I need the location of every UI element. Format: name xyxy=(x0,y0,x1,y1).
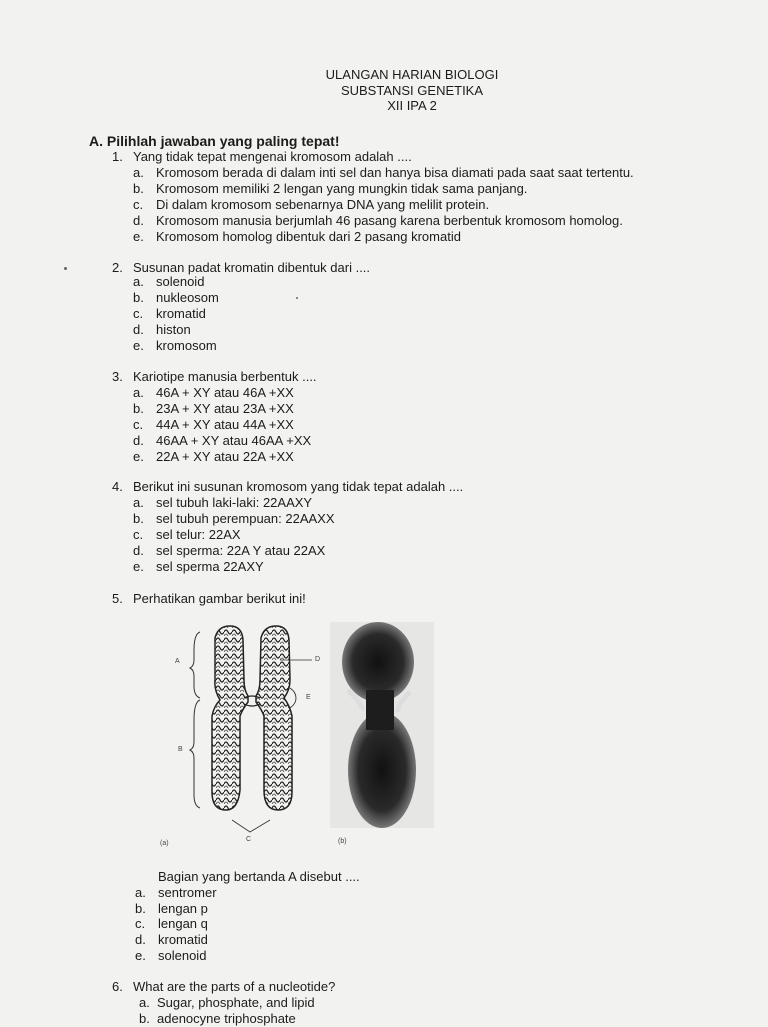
question-number: 3. xyxy=(112,369,123,384)
option-text: sel telur: 22AX xyxy=(156,526,241,542)
option-d[interactable] xyxy=(133,543,335,559)
figure-label-e: E xyxy=(306,694,311,701)
option-letter: b. xyxy=(135,900,146,916)
option-e[interactable] xyxy=(133,449,311,465)
pointer-c xyxy=(232,820,270,832)
option-e[interactable] xyxy=(133,229,634,245)
option-letter: c. xyxy=(133,526,144,542)
option-letter: c. xyxy=(133,416,144,432)
scan-speck xyxy=(296,297,298,299)
question-5-prompt: Bagian yang bertanda A disebut .... xyxy=(158,869,360,884)
chromatid-right xyxy=(256,626,292,810)
option-c[interactable] xyxy=(133,527,335,543)
option-letter: a. xyxy=(133,385,144,400)
option-text: sel tubuh laki-laki: 22AAXY xyxy=(156,495,313,510)
option-c[interactable] xyxy=(133,417,311,433)
option-letter: e. xyxy=(133,558,144,574)
option-text: sentromer xyxy=(158,885,217,900)
option-b[interactable] xyxy=(139,1011,315,1027)
option-letter: b. xyxy=(133,180,144,196)
option-letter: b. xyxy=(139,1011,150,1027)
option-a[interactable] xyxy=(133,495,335,511)
option-letter: e. xyxy=(133,337,144,353)
option-b[interactable] xyxy=(135,901,217,917)
option-text: Kromosom homolog dibentuk dari 2 pasang kromatid xyxy=(156,228,461,244)
option-text: Kromosom manusia berjumlah 46 pasang karena berbentuk kromosom homolog. xyxy=(156,212,623,228)
bracket-b xyxy=(190,700,200,808)
option-text: Sugar, phosphate, and lipid xyxy=(157,995,315,1010)
figure-label-a: A xyxy=(175,658,180,665)
micrograph-centromere xyxy=(366,690,394,730)
option-a[interactable] xyxy=(135,885,217,901)
option-c[interactable] xyxy=(133,197,634,213)
option-text: 44A + XY atau 44A +XX xyxy=(156,416,294,432)
chromosome-figure xyxy=(160,620,450,855)
option-letter: c. xyxy=(133,196,144,212)
option-b[interactable] xyxy=(133,290,219,306)
option-text: 46A + XY atau 46A +XX xyxy=(156,385,294,400)
option-text: 23A + XY atau 23A +XX xyxy=(156,400,294,416)
option-letter: e. xyxy=(135,947,146,963)
question-1 xyxy=(112,149,412,165)
option-text: Kromosom berada di dalam inti sel dan hanya bisa diamati pada saat saat tertentu. xyxy=(156,165,634,180)
option-letter: b. xyxy=(133,289,144,305)
option-text: solenoid xyxy=(156,274,205,289)
option-letter: a. xyxy=(133,495,144,510)
option-text: kromatid xyxy=(158,932,208,948)
header-class: XII IPA 2 xyxy=(387,98,437,113)
figure-label-b: B xyxy=(178,746,183,753)
option-text: kromosom xyxy=(156,337,217,353)
question-text: Yang tidak tepat mengenai kromosom adalah .... xyxy=(133,149,412,164)
figure-caption-b: (b) xyxy=(338,838,347,845)
figure-label-c: C xyxy=(246,836,252,843)
question-5-options xyxy=(135,885,217,963)
option-e[interactable] xyxy=(135,948,217,964)
option-letter: e. xyxy=(133,228,144,244)
question-text: Berikut ini susunan kromosom yang tidak tepat adalah .... xyxy=(133,479,464,494)
header-subtitle: SUBSTANSI GENETIKA xyxy=(340,82,484,98)
option-text: sel sperma 22AXY xyxy=(156,558,264,574)
figure-caption-a: (a) xyxy=(160,840,169,847)
option-letter: e. xyxy=(133,448,144,464)
option-text: kromatid xyxy=(156,305,206,321)
option-d[interactable] xyxy=(133,433,311,449)
chromatid-left xyxy=(212,626,248,810)
figure-label-d: D xyxy=(315,656,321,663)
option-letter: a. xyxy=(133,165,144,180)
option-letter: d. xyxy=(133,542,144,558)
option-text: lengan q xyxy=(158,916,208,932)
scan-speck xyxy=(64,267,67,270)
question-4-options xyxy=(133,495,335,574)
question-5 xyxy=(112,591,306,607)
option-a[interactable] xyxy=(133,274,219,290)
option-text: Di dalam kromosom sebenarnya DNA yang melilit protein. xyxy=(156,196,490,212)
option-letter: a. xyxy=(133,274,144,289)
question-number: 2. xyxy=(112,260,123,275)
question-text: Susunan padat kromatin dibentuk dari .... xyxy=(133,260,371,275)
option-e[interactable] xyxy=(133,559,335,575)
option-text: nukleosom xyxy=(156,289,219,305)
option-b[interactable] xyxy=(133,511,335,527)
option-text: solenoid xyxy=(158,947,207,963)
option-d[interactable] xyxy=(133,213,634,229)
option-a[interactable] xyxy=(133,165,634,181)
bracket-e xyxy=(290,688,296,708)
option-text: 46AA + XY atau 46AA +XX xyxy=(156,432,312,448)
option-a[interactable] xyxy=(139,995,315,1011)
option-d[interactable] xyxy=(135,932,217,948)
option-letter: a. xyxy=(139,995,150,1010)
option-b[interactable] xyxy=(133,401,311,417)
option-letter: d. xyxy=(135,932,146,948)
option-letter: c. xyxy=(135,916,146,932)
option-letter: a. xyxy=(135,885,146,900)
question-3-options xyxy=(133,385,311,464)
question-6-options xyxy=(139,995,315,1027)
option-a[interactable] xyxy=(133,385,311,401)
question-4 xyxy=(112,479,463,495)
option-letter: b. xyxy=(133,510,144,526)
option-e[interactable] xyxy=(133,338,219,354)
option-text: 22A + XY atau 22A +XX xyxy=(156,448,294,464)
option-text: Kromosom memiliki 2 lengan yang mungkin tidak sama panjang. xyxy=(156,180,528,196)
option-letter: d. xyxy=(133,432,144,448)
question-number: 1. xyxy=(112,149,123,164)
question-number: 4. xyxy=(112,479,123,494)
option-text: sel sperma: 22A Y atau 22AX xyxy=(156,542,326,558)
question-1-options xyxy=(133,165,634,244)
header-title: ULANGAN HARIAN BIOLOGI xyxy=(325,67,499,82)
option-letter: d. xyxy=(133,321,144,337)
question-3 xyxy=(112,369,317,385)
option-text: lengan p xyxy=(158,900,208,916)
question-text: Kariotipe manusia berbentuk .... xyxy=(133,369,317,384)
option-letter: c. xyxy=(133,305,144,321)
option-letter: b. xyxy=(133,400,144,416)
bracket-a xyxy=(190,632,200,698)
header xyxy=(0,67,768,114)
section-title: A. Pilihlah jawaban yang paling tepat! xyxy=(89,133,340,149)
option-b[interactable] xyxy=(133,181,634,197)
option-c[interactable] xyxy=(133,306,219,322)
option-c[interactable] xyxy=(135,916,217,932)
option-text: sel tubuh perempuan: 22AAXX xyxy=(156,510,335,526)
question-text: What are the parts of a nucleotide? xyxy=(133,979,336,994)
question-6 xyxy=(112,979,335,995)
chromosome-diagram xyxy=(160,620,450,855)
option-text: adenocyne triphosphate xyxy=(157,1011,296,1027)
option-text: histon xyxy=(156,321,191,337)
question-2-options xyxy=(133,274,219,353)
question-text: Perhatikan gambar berikut ini! xyxy=(133,591,306,606)
option-d[interactable] xyxy=(133,322,219,338)
question-number: 6. xyxy=(112,979,123,994)
option-letter: d. xyxy=(133,212,144,228)
question-number: 5. xyxy=(112,591,123,606)
